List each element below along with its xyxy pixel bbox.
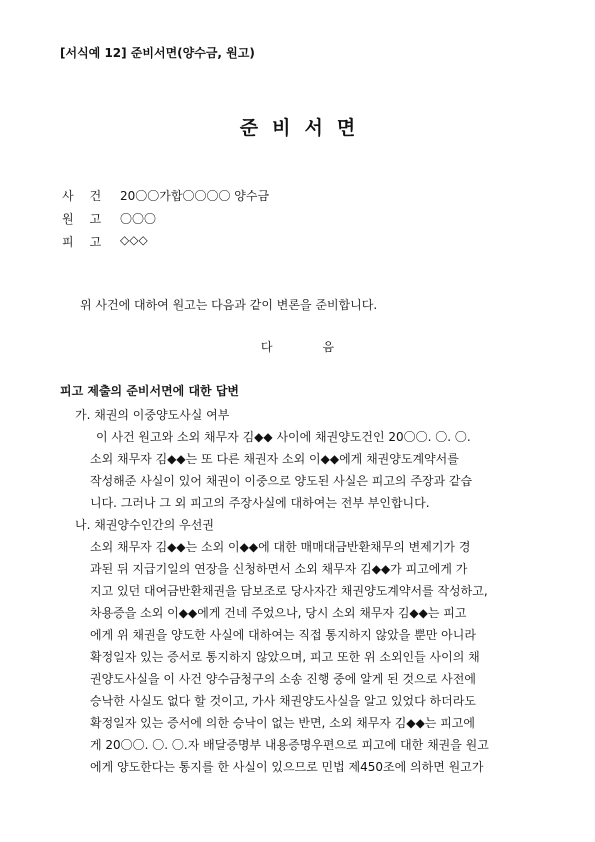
section-b-line: 과된 뒤 지급기일의 연장을 신청하면서 소외 채무자 김◆◆가 피고에게 가 (90, 562, 468, 576)
plaintiff-key: 원고 (62, 212, 118, 226)
section-b-line: 승낙한 사실도 없다 할 것이고, 가사 채권양도사실을 알고 있었다 하더라도 (90, 694, 476, 708)
dagum-heading: 다음 (260, 340, 385, 354)
section-b-line: 확정일자 있는 증서로 통지하지 않았으며, 피고 또한 위 소외인들 사이의 채 (90, 650, 480, 664)
form-label: [서식예 12] 준비서면(양수금, 원고) (60, 46, 255, 60)
section-b-line: 에게 양도한다는 통지를 한 사실이 있으므로 민법 제450조에 의하면 원고가 (90, 760, 484, 774)
section-b-line: 소외 채무자 김◆◆는 소외 이◆◆에 대한 매매대금반환채무의 변제기가 경 (90, 540, 471, 554)
section-a-paragraph (90, 428, 515, 518)
section-a-line: 소외 채무자 김◆◆는 또 다른 채권자 소외 이◆◆에게 채권양도계약서를 (90, 452, 459, 466)
section-b-line: 에게 위 채권을 양도한 사실에 대하여는 직접 통지하지 않았을 뿐만 아니라 (90, 628, 476, 642)
defendant-key: 피고 (62, 235, 118, 249)
section-a-line: 이 사건 원고와 소외 채무자 김◆◆ 사이에 채권양도건인 20〇〇. 〇. 〇. (96, 430, 471, 444)
section-b-label: 나. 채권양수인간의 우선권 (75, 518, 214, 532)
section-b-paragraph (90, 538, 515, 788)
case-value: 20〇〇가합〇〇〇〇 양수금 (120, 189, 270, 203)
section-b-line: 차용증을 소외 이◆◆에게 건네 주었으나, 당시 소외 채무자 김◆◆는 피고 (90, 606, 467, 620)
intro-sentence: 위 사건에 대하여 원고는 다음과 같이 변론을 준비합니다. (80, 298, 378, 312)
case-key: 사건 (62, 189, 118, 203)
section-a-line: 니다. 그러나 그 외 피고의 주장사실에 대하여는 전부 부인합니다. (90, 496, 430, 510)
section-a-line: 작성해준 사실이 있어 채권이 이중으로 양도된 사실은 피고의 주장과 같습 (90, 474, 473, 488)
defendant-value: ◇◇◇ (120, 233, 148, 247)
section-b-line: 권양도사실을 이 사건 양수금청구의 소송 진행 중에 알게 된 것으로 사전에 (90, 672, 476, 686)
plaintiff-value: 〇〇〇 (120, 212, 157, 226)
section-a-label: 가. 채권의 이중양도사실 여부 (75, 408, 230, 422)
section-b-line: 확정일자 있는 증서에 의한 승낙이 없는 반면, 소외 채무자 김◆◆는 피고에 (90, 716, 475, 730)
response-heading: 피고 제출의 준비서면에 대한 답변 (60, 384, 240, 398)
section-b-line: 게 20〇〇. 〇. 〇.자 배달증명부 내용증명우편으로 피고에 대한 채권을 원고 (90, 738, 489, 752)
document-title: 준비서면 (239, 117, 370, 139)
section-b-line: 지고 있던 대여금반환채권을 담보조로 당사자간 채권양도계약서를 작성하고, (90, 584, 488, 598)
